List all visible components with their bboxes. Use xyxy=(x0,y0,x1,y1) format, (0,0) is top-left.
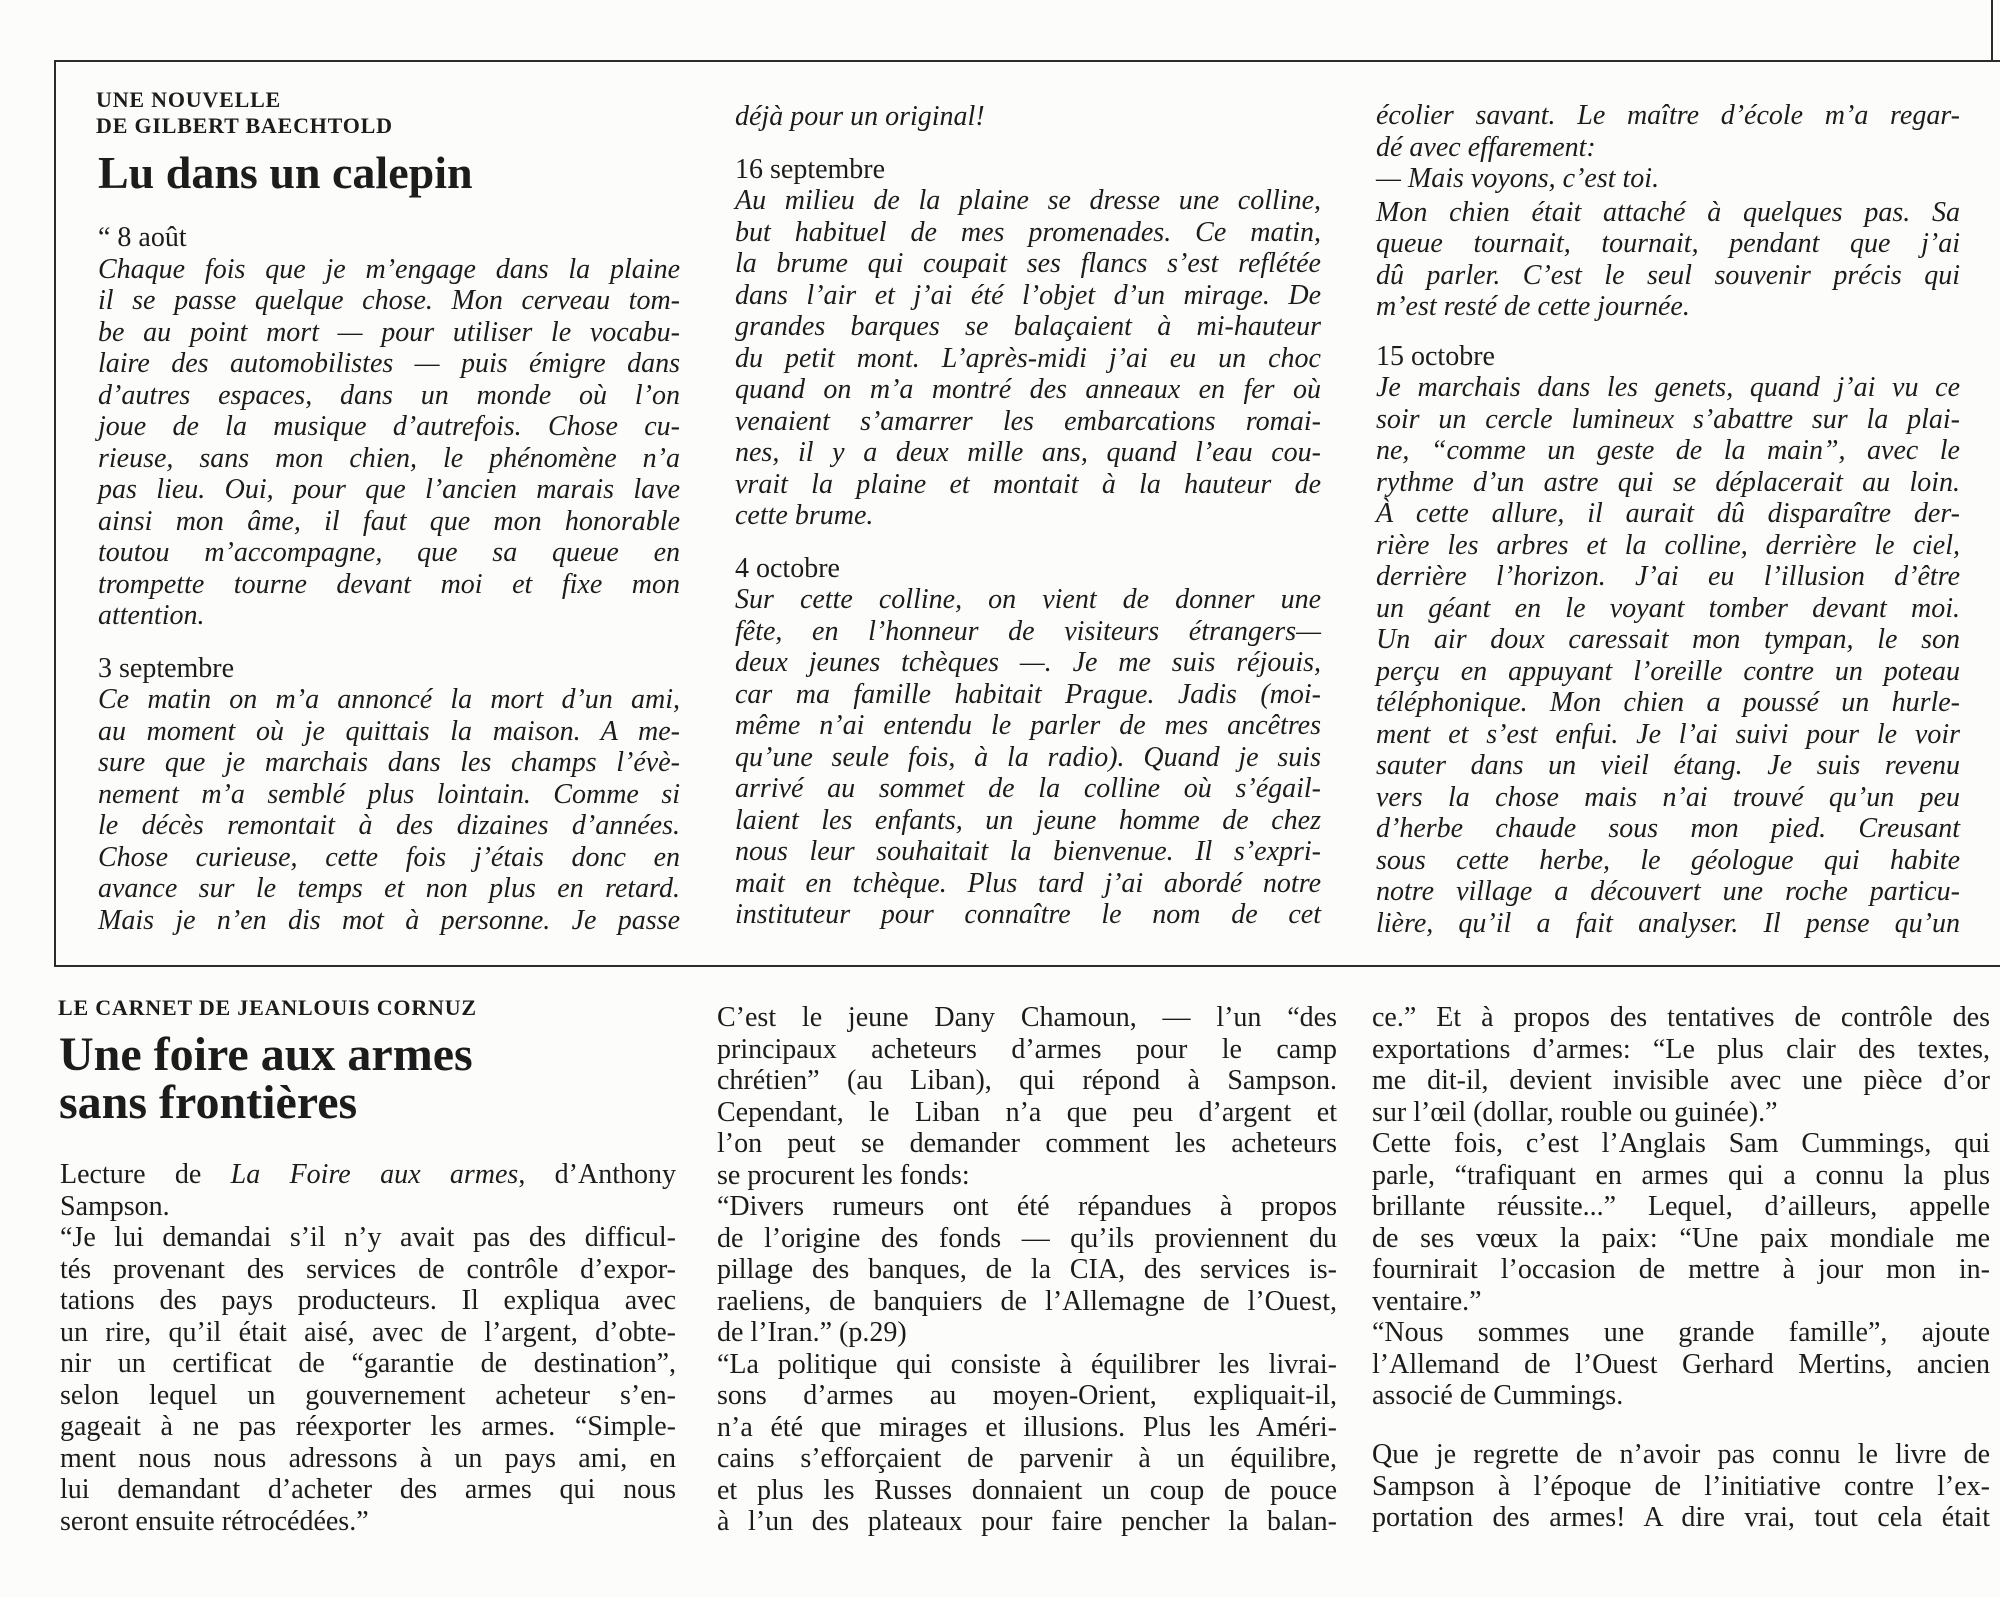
text-line: sure que je marchais dans les champs l’évè- xyxy=(98,747,680,778)
text-line: au moment où je quittais la maison. A me- xyxy=(98,715,680,747)
paragraph xyxy=(1376,100,1960,163)
text-line: Au milieu de la plaine se dresse une colline, xyxy=(735,185,1321,216)
title-line: Une foire aux armes xyxy=(59,1028,473,1081)
text-line: un rire, qu’il était aisé, avec de l’argent, d’obte- xyxy=(60,1316,676,1348)
text-line: queue tournait, tournait, pendant que j’ai xyxy=(1376,228,1960,259)
text-line: ce.” Et à propos des tentatives de contrôle des xyxy=(1372,1002,1990,1033)
text-line: mait en tchèque. Plus tard j’ai abordé notre xyxy=(735,867,1321,899)
text-line: “Divers rumeurs ont été répandues à propos xyxy=(717,1191,1337,1222)
intro-line xyxy=(60,1159,676,1191)
text-line: ainsi mon âme, il faut que mon honorable xyxy=(98,505,680,537)
text-line: À cette allure, il aurait dû disparaître der- xyxy=(1376,498,1960,529)
text-line: car ma famille habitait Prague. Jadis (moi- xyxy=(735,678,1321,710)
bottom-column-3 xyxy=(1372,1002,1990,1534)
entry-date: 15 octobre xyxy=(1376,340,1495,372)
text-line: téléphonique. Mon chien a poussé un hurle- xyxy=(1376,687,1960,718)
top-column-2 xyxy=(735,101,1321,931)
text-line: raeliens, de banquiers de l’Allemagne de l’Ouest, xyxy=(717,1285,1337,1317)
text-line: quand on m’a montré des anneaux en fer où xyxy=(735,374,1321,405)
book-title: La Foire aux armes xyxy=(230,1159,519,1190)
box-border-left xyxy=(54,60,56,967)
text-line: Cependant, le Liban n’a que peu d’argent et xyxy=(717,1096,1337,1128)
intro-author: , d’Anthony xyxy=(518,1159,677,1190)
text-line: Mon chien était attaché à quelques pas. Sa xyxy=(1376,196,1960,228)
paragraph xyxy=(1376,372,1960,939)
text-line: nous leur souhaitait la bienvenue. Il s’expri- xyxy=(735,836,1321,867)
text-line: tés provenant des services de contrôle d’expor- xyxy=(60,1253,676,1285)
paragraph xyxy=(1372,1439,1990,1534)
text-line: nir un certificat de “garantie de destination”, xyxy=(60,1348,676,1379)
text-line: Que je regrette de n’avoir pas connu le livre de xyxy=(1372,1439,1990,1470)
text-line: laient les enfants, un jeune homme de chez xyxy=(735,804,1321,836)
text-line: se procurent les fonds: xyxy=(717,1159,970,1191)
text-line: avance sur le temps et non plus en retard. xyxy=(98,873,680,904)
text-line: Un air doux caressait mon tympan, le son xyxy=(1376,624,1960,655)
text-line: principaux acheteurs d’armes pour le camp xyxy=(717,1033,1337,1065)
text-line: déjà pour un original! xyxy=(735,101,985,132)
text-line: soir un cercle lumineux s’abattre sur la plai- xyxy=(1376,403,1960,435)
text-line: l’Allemand de l’Ouest Gerhard Mertins, ancien xyxy=(1372,1348,1990,1380)
text-line: il se passe quelque chose. Mon cerveau tom- xyxy=(98,285,680,316)
text-line: ment et s’est enfui. Je l’ai suivi pour le voir xyxy=(1376,718,1960,750)
text-line: ne, “comme un geste de la main”, avec le xyxy=(1376,435,1960,466)
text-line: Chaque fois que je m’engage dans la plaine xyxy=(98,253,680,285)
text-line: venaient s’amarrer les embarcations romai- xyxy=(735,405,1321,437)
text-line: selon lequel un gouvernement acheteur s’en- xyxy=(60,1379,676,1411)
text-line: attention. xyxy=(98,600,205,631)
text-line: dans l’air et j’ai été l’objet d’un mirage. De xyxy=(735,279,1321,311)
text-line: et plus les Russes donnaient un coup de pouce xyxy=(717,1474,1337,1506)
text-line: ment nous nous adressons à un pays ami, en xyxy=(60,1442,676,1474)
paragraph xyxy=(735,101,1321,133)
paragraph xyxy=(717,1349,1337,1538)
text-line: notre village a découvert une roche particu- xyxy=(1376,876,1960,907)
paragraph xyxy=(98,254,680,632)
paragraph xyxy=(98,684,680,936)
intro-text: Lecture de xyxy=(60,1159,231,1190)
kicker-line: UNE NOUVELLE xyxy=(96,87,282,112)
text-line: portation des armes! A dire vrai, tout cela était xyxy=(1372,1502,1990,1533)
box-border-top xyxy=(54,60,2000,62)
bottom-column-1 xyxy=(60,1159,676,1537)
text-line: de ses vœux la paix: “Une paix mondiale me xyxy=(1372,1222,1990,1254)
top-article-title: Lu dans un calepin xyxy=(98,147,473,198)
bottom-article-title xyxy=(59,1028,473,1129)
text-line: à l’un des plateaux pour faire pencher la balan- xyxy=(717,1506,1337,1537)
text-line: n’a été que mirages et illusions. Plus les Améri- xyxy=(717,1411,1337,1443)
text-line: joue de la musique d’autrefois. Chose cu- xyxy=(98,411,680,442)
text-line: dû parler. C’est le seul souvenir précis qui xyxy=(1376,259,1960,291)
paragraph xyxy=(717,1191,1337,1349)
top-column-3 xyxy=(1376,100,1960,939)
text-line: Mais je n’en dis mot à personne. Je passe xyxy=(98,904,680,936)
text-line: de l’Iran.” (p.29) xyxy=(717,1317,907,1348)
paragraph xyxy=(735,185,1321,532)
text-line: Cette fois, c’est l’Anglais Sam Cummings, qui xyxy=(1372,1128,1990,1159)
text-line: d’autres espaces, dans un monde où l’on xyxy=(98,379,680,411)
text-line: Ce matin on m’a annoncé la mort d’un ami, xyxy=(98,684,680,715)
text-line: “La politique qui consiste à équilibrer les livrai- xyxy=(717,1348,1337,1380)
text-line: du petit mont. L’après-midi j’ai eu un choc xyxy=(735,342,1321,374)
text-line: qu’une seule fois, à la radio). Quand je suis xyxy=(735,741,1321,773)
text-line: le décès remontait à des dizaines d’années. xyxy=(98,810,680,841)
text-line: me dit-il, devient invisible avec une pièce d’or xyxy=(1372,1065,1990,1096)
kicker-line: DE GILBERT BAECHTOLD xyxy=(96,113,393,138)
text-line: rythme d’un astre qui se déplacerait au loin. xyxy=(1376,466,1960,498)
paragraph xyxy=(1376,197,1960,323)
text-line: même n’ai entendu le parler de mes ancêtres xyxy=(735,710,1321,741)
text-line: brillante réussite...” Lequel, d’ailleurs, appelle xyxy=(1372,1191,1990,1222)
text-line: Sampson à l’époque de l’initiative contre l’ex- xyxy=(1372,1470,1990,1502)
text-line: derrière l’horizon. J’ai eu l’illusion d’être xyxy=(1376,561,1960,592)
text-line: lière, qu’il a fait analyser. Il pense qu’un xyxy=(1376,907,1960,939)
text-line: “Nous sommes une grande famille”, ajoute xyxy=(1372,1317,1990,1348)
top-article-kicker xyxy=(96,87,393,139)
entry-date: “ 8 août xyxy=(98,222,187,253)
text-line: pillage des banques, de la CIA, des services is- xyxy=(717,1254,1337,1285)
paragraph xyxy=(1372,1002,1990,1128)
text-line: exportations d’armes: “Le plus clair des textes, xyxy=(1372,1033,1990,1065)
text-line: sons d’armes au moyen-Orient, expliquait-il, xyxy=(717,1380,1337,1411)
text-line: — Mais voyons, c’est toi. xyxy=(1376,163,1660,194)
text-line: sauter dans un vieil étang. Je suis revenu xyxy=(1376,750,1960,781)
paragraph xyxy=(1376,163,1960,195)
bottom-column-2 xyxy=(717,1002,1337,1538)
text-line: be au point mort — pour utiliser le vocabu- xyxy=(98,316,680,348)
text-line: nement m’a semblé plus lointain. Comme si xyxy=(98,778,680,810)
text-line: m’est resté de cette journée. xyxy=(1376,291,1690,322)
text-line: toutou m’accompagne, que sa queue en xyxy=(98,537,680,568)
text-line: nes, il y a deux mille ans, quand l’eau cou- xyxy=(735,437,1321,468)
text-line: Chose curieuse, cette fois j’étais donc en xyxy=(98,841,680,873)
page-edge-rule xyxy=(1991,0,1993,62)
entry-date: 4 octobre xyxy=(735,552,840,584)
text-line: d’herbe chaude sous mon pied. Creusant xyxy=(1376,813,1960,844)
top-column-1 xyxy=(98,222,680,936)
text-line: grandes barques se balaçaient à mi-hauteur xyxy=(735,311,1321,342)
text-line: C’est le jeune Dany Chamoun, — l’un “des xyxy=(717,1002,1337,1033)
text-line: rieuse, sans mon chien, le phénomène n’a xyxy=(98,442,680,474)
text-line: trompette tourne devant moi et fixe mon xyxy=(98,568,680,600)
entry-date: 16 septembre xyxy=(735,153,886,185)
text-line: un géant en le voyant tomber devant moi. xyxy=(1376,592,1960,624)
text-line: rière les arbres et la colline, derrière le ciel, xyxy=(1376,529,1960,561)
text-line: but habituel de mes promenades. Ce matin, xyxy=(735,216,1321,248)
text-line: sous cette herbe, le géologue qui habite xyxy=(1376,844,1960,876)
text-line: Je marchais dans les genets, quand j’ai vu ce xyxy=(1376,372,1960,403)
text-line: lui demandant d’acheter des armes qui nous xyxy=(60,1474,676,1505)
text-line: de l’origine des fonds — qu’ils proviennent du xyxy=(717,1222,1337,1254)
text-line: pas lieu. Oui, pour que l’ancien marais lave xyxy=(98,474,680,505)
text-line: seront ensuite rétrocédées.” xyxy=(60,1505,369,1537)
text-line: fournirait l’occasion de mettre à jour mon in- xyxy=(1372,1254,1990,1285)
text-line: perçu en appuyant l’oreille contre un poteau xyxy=(1376,655,1960,687)
text-line: laire des automobilistes — puis émigre dans xyxy=(98,348,680,379)
text-line: arrivé au sommet de la colline où s’égail- xyxy=(735,773,1321,804)
text-line: l’on peut se demander comment les acheteurs xyxy=(717,1128,1337,1159)
text-line: cette brume. xyxy=(735,500,874,531)
text-line: associé de Cummings. xyxy=(1372,1380,1624,1411)
text-line: vers la chose mais n’ai trouvé qu’un peu xyxy=(1376,781,1960,813)
text-line: deux jeunes tchèques —. Je me suis réjouis, xyxy=(735,647,1321,678)
text-line: Sampson. xyxy=(60,1190,170,1222)
box-border-bottom xyxy=(54,965,2000,967)
title-line: sans frontières xyxy=(59,1076,358,1129)
text-line: écolier savant. Le maître d’école m’a regar- xyxy=(1376,100,1960,131)
paragraph xyxy=(1372,1317,1990,1412)
text-line: dé avec effarement: xyxy=(1376,131,1596,163)
paragraph xyxy=(1372,1128,1990,1317)
text-line: “Je lui demandai s’il n’y avait pas des difficul- xyxy=(60,1222,676,1253)
text-line: chrétien” (au Liban), qui répond à Sampson. xyxy=(717,1065,1337,1096)
text-line: gageait à ne pas réexporter les armes. “Simple- xyxy=(60,1411,676,1442)
paragraph xyxy=(735,584,1321,931)
text-line: fête, en l’honneur de visiteurs étrangers— xyxy=(735,615,1321,647)
text-line: parle, “trafiquant en armes qui a connu la plus xyxy=(1372,1159,1990,1191)
text-line: la brume qui coupait ses flancs s’est reflétée xyxy=(735,248,1321,279)
paragraph xyxy=(717,1002,1337,1191)
text-line: Sur cette colline, on vient de donner une xyxy=(735,584,1321,615)
text-line: vrait la plaine et montait à la hauteur de xyxy=(735,468,1321,500)
text-line: instituteur pour connaître le nom de cet xyxy=(735,899,1321,930)
text-line: ventaire.” xyxy=(1372,1285,1482,1317)
entry-date: 3 septembre xyxy=(98,652,235,684)
text-line: tations des pays producteurs. Il expliqua avec xyxy=(60,1285,676,1316)
bottom-article-kicker: LE CARNET DE JEANLOUIS CORNUZ xyxy=(58,995,477,1020)
text-line: cains s’efforçaient de parvenir à un équilibre, xyxy=(717,1443,1337,1474)
paragraph xyxy=(60,1222,676,1537)
text-line: sur l’œil (dollar, rouble ou guinée).” xyxy=(1372,1096,1778,1128)
